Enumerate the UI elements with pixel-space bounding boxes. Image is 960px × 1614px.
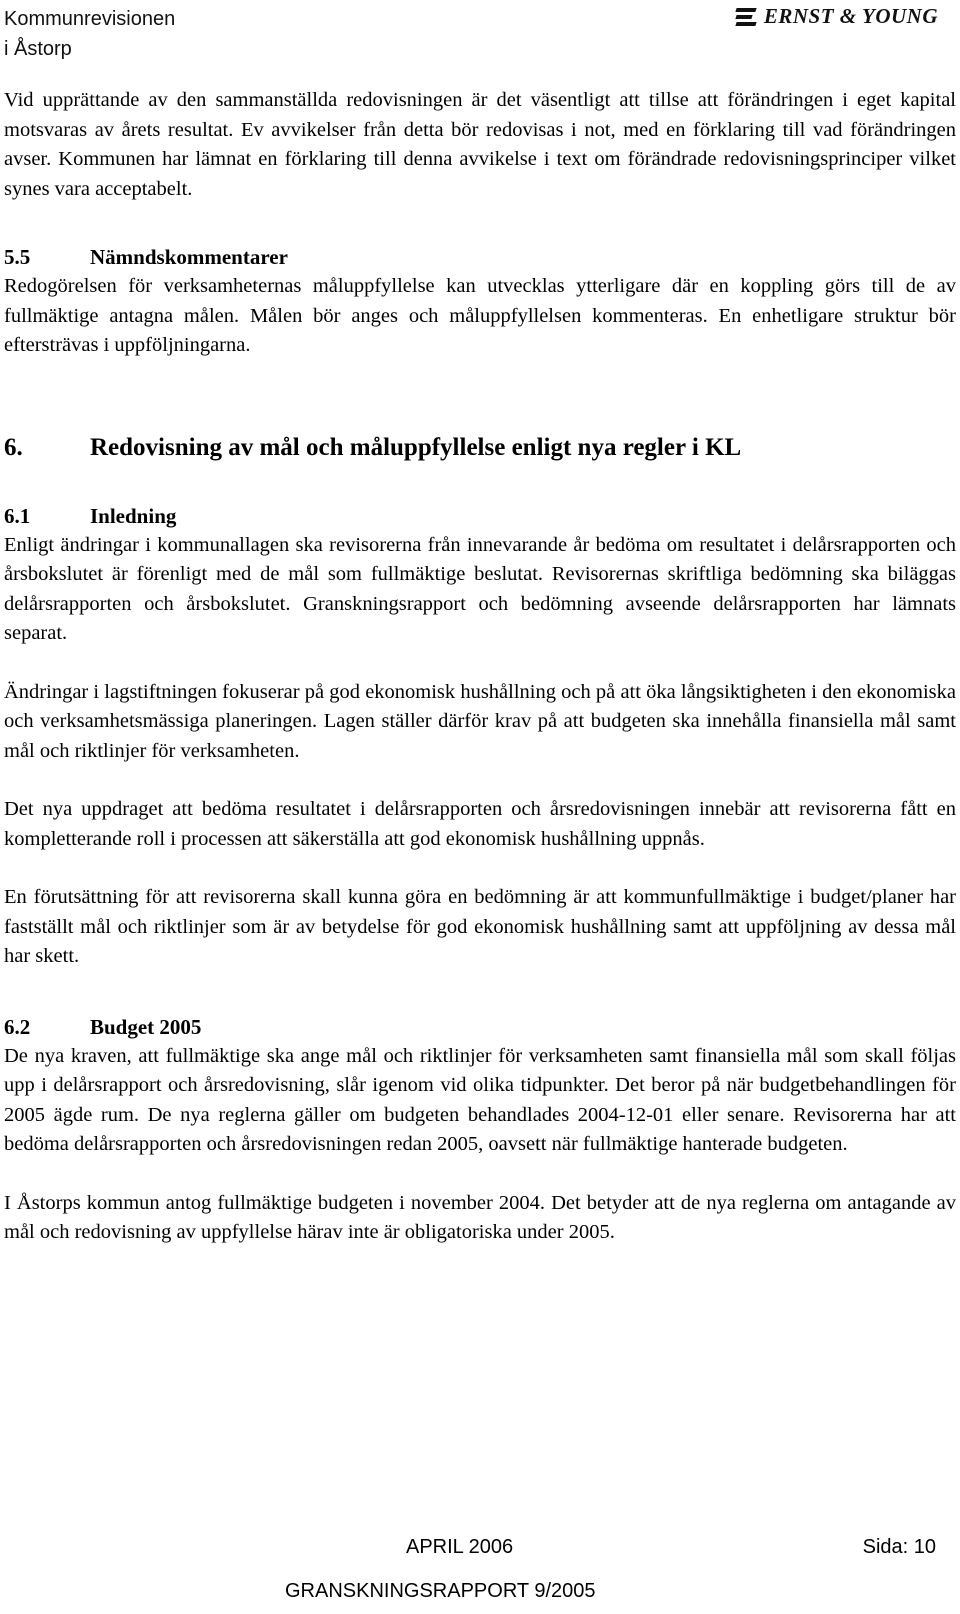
section-number: 6.2 xyxy=(4,1014,31,1039)
section-number: 6.1 xyxy=(4,503,31,528)
footer-page-number: Sida: 10 xyxy=(862,1536,936,1558)
section-title: Inledning xyxy=(90,503,177,528)
header-organization: Kommunrevisionen xyxy=(4,8,176,30)
intro-paragraph: Vid upprättande av den sammanställda redovisningen är det väsentligt att tillse att förändringen i eget kapital motsvaras av årets resultat. Ev avvikelser från detta bör redovisas i not, med en förklaring till vad förändringen avser. Kommunen har lämnat en förklaring till denna avvikelse i text om förändrade redovisningsprinciper vilket synes vara acceptabelt. xyxy=(4,89,956,200)
chapter-number: 6. xyxy=(4,433,23,461)
section-6-1-paragraph: Enligt ändringar i kommunallagen ska revisorerna från innevarande år bedöma om resultatet i delårsrapporten och årsbokslutet är förenligt med de mål som fullmäktige beslutat. Revisorernas skriftliga bedömning ska biläggas delårsrapporten och årsbokslutet. Granskningsrapport och bedömning avseende delårsrapporten har lämnats separat. xyxy=(4,533,956,644)
logo-bars-icon xyxy=(736,8,758,26)
section-6-2-paragraph: De nya kraven, att fullmäktige ska ange mål och riktlinjer för verksamheten samt finansiella mål som skall följas upp i delårsrapport och årsredovisning, slår igenom vid olika tidpunkter. Det beror på när budgetbehandlingen för 2005 ägde rum. De nya reglerna gäller om budgeten behandlades 2004-12-01 eller senare. Revisorerna har att bedöma delårsrapporten och årsredovisningen redan 2005, oavsett när fullmäktige hanterade budgeten. xyxy=(4,1044,956,1155)
ernst-young-logo xyxy=(736,4,938,29)
header-municipality: i Åstorp xyxy=(4,38,72,60)
page-header xyxy=(4,4,175,64)
section-6-1-paragraph: En förutsättning för att revisorerna skall kunna göra en bedömning är att kommunfullmäktige i budget/planer har fastställt mål och riktlinjer som är av betydelse för god ekonomisk hushållning samt att uppföljning av dessa mål har skett. xyxy=(4,886,956,967)
section-6-1-paragraph: Det nya uppdraget att bedöma resultatet i delårsrapporten och årsredovisningen innebär att revisorerna fått en kompletterande roll i processen att säkerställa att god ekonomisk hushållning uppnås. xyxy=(4,798,956,850)
section-heading-6-1 xyxy=(4,501,956,531)
chapter-title: Redovisning av mål och måluppfyllelse enligt nya regler i KL xyxy=(90,433,742,461)
section-heading-5-5 xyxy=(4,242,956,272)
chapter-heading-6 xyxy=(4,431,956,465)
section-number: 5.5 xyxy=(4,245,31,269)
section-6-1-paragraph: Ändringar i lagstiftningen fokuserar på god ekonomisk hushållning och på att öka långsiktigheten i den ekonomiska och verksamhetsmässiga planeringen. Lagen ställer därför krav på att budgeten ska innehålla finansiella mål samt mål och riktlinjer för verksamheten. xyxy=(4,680,956,762)
logo-text: ERNST & YOUNG xyxy=(763,4,938,28)
footer-date: APRIL 2006 xyxy=(406,1536,514,1558)
document-body xyxy=(4,86,956,1248)
section-5-5-paragraph: Redogörelsen för verksamheternas måluppfyllelse kan utvecklas ytterligare där en koppling görs till de av fullmäktige antagna målen. Målen bör anges och måluppfyllelsen kommenteras. En enhetligare struktur bör eftersträvas i uppföljningarna. xyxy=(4,275,956,356)
section-6-2-paragraph: I Åstorps kommun antog fullmäktige budgeten i november 2004. Det betyder att de nya reglerna om antagande av mål och redovisning av uppfyllelse härav inte är obligatoriska under 2005. xyxy=(4,1191,956,1243)
section-title: Nämndskommentarer xyxy=(90,245,288,269)
footer-report-title: GRANSKNINGSRAPPORT 9/2005 xyxy=(285,1580,596,1602)
section-title: Budget 2005 xyxy=(90,1014,202,1039)
section-heading-6-2 xyxy=(4,1012,956,1042)
